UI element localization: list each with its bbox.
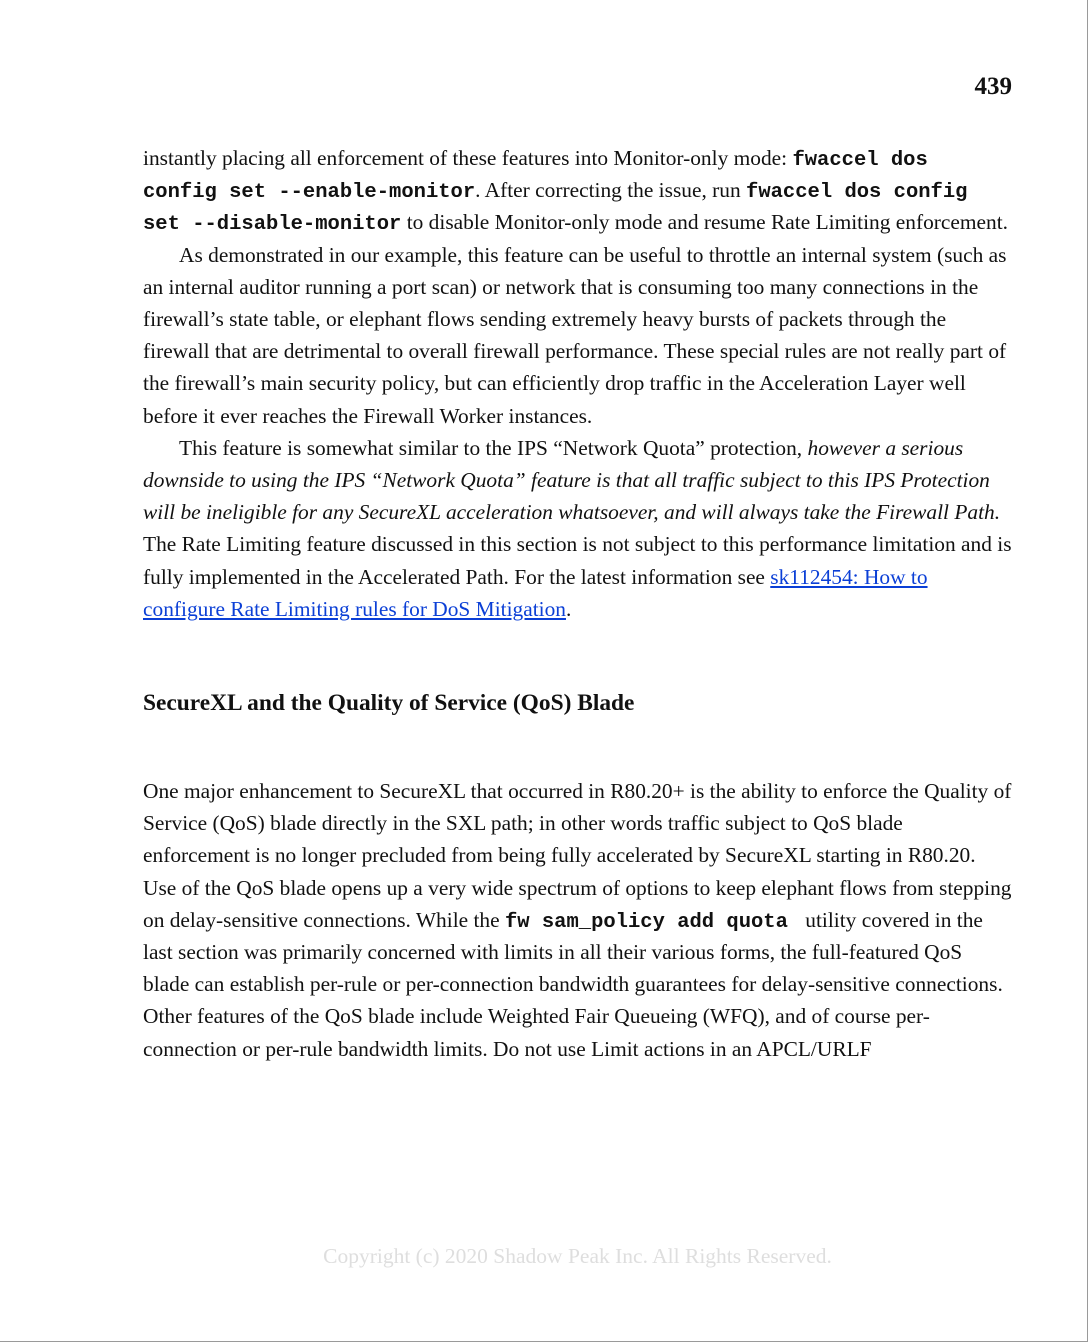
paragraph-text: utility covered in the last section was primarily concerned with limits in all their various forms, the full-featured QoS blade can establish per-rule or per-connection bandwidth guarantees for delay-sensitive connections. Other features of the QoS blade include Weighted Fair Queueing (WFQ), and of course per-connection or per-rule bandwidth limits. Do not use Limit actions in an APCL/URLF: [143, 907, 1003, 1061]
command-disable-monitor: fwaccel dos config set --disable-monitor: [143, 181, 968, 237]
page-number: 439: [974, 73, 1012, 100]
paragraph-text: .: [566, 596, 572, 621]
copyright-footer: Copyright (c) 2020 Shadow Peak Inc. All Rights Reserved.: [323, 1244, 832, 1268]
paragraph-use-cases: As demonstrated in our example, this feature can be useful to throttle an internal system (such as an internal auditor running a port scan) or network that is consuming too many connections in the firewall’s state table, or elephant flows sending extremely heavy bursts of packets through the firewall that are detrimental to overall firewall performance. These special rules are not really part of the firewall’s main security policy, but can efficiently drop traffic in the Acceleration Layer well before it ever reaches the Firewall Worker instances.: [143, 242, 1007, 428]
italic-emphasis: however a serious downside to using the IPS “Network Quota” feature is that all traffic subject to this IPS Protection will be ineligible for any SecureXL acceleration whatsoever, and will always take the Firewall Path.: [143, 435, 1001, 525]
paragraph-text: instantly placing all enforcement of these features into Monitor-only mode:: [143, 146, 793, 170]
paragraph-text: The Rate Limiting feature discussed in this section is not subject to this performance limitation and is fully implemented in the Accelerated Path. For the latest information see: [143, 532, 1012, 589]
paragraph-text: to disable Monitor-only mode and resume Rate Limiting enforcement.: [401, 210, 1009, 235]
paragraph-network-quota: [143, 432, 1013, 625]
paragraph-text: This feature is somewhat similar to the IPS “Network Quota” protection,: [179, 435, 808, 460]
section-heading: SecureXL and the Quality of Service (QoS) Blade: [143, 690, 635, 717]
paragraph-monitor-mode: [143, 142, 1013, 239]
paragraph-text: One major enhancement to SecureXL that occurred in R80.20+ is the ability to enforce the Quality of Service (QoS) blade directly in the SXL path; in other words traffic subject to QoS blade enforcement is no longer precluded from being fully accelerated by SecureXL starting in R80.20. Use of the QoS blade opens up a very wide spectrum of options to keep elephant flows from stepping on delay-sensitive connections. While the: [143, 779, 1012, 932]
command-sam-policy: fw sam_policy add quota: [504, 910, 788, 934]
sk112454-link[interactable]: sk112454: How to configure Rate Limiting rules for DoS Mitigation: [143, 564, 928, 621]
paragraph-qos-blade: [143, 775, 1013, 1065]
page-body: [143, 142, 1013, 1065]
paragraph-text: . After correcting the issue, run: [475, 178, 747, 203]
command-enable-monitor: fwaccel dos config set --enable-monitor: [143, 149, 928, 205]
